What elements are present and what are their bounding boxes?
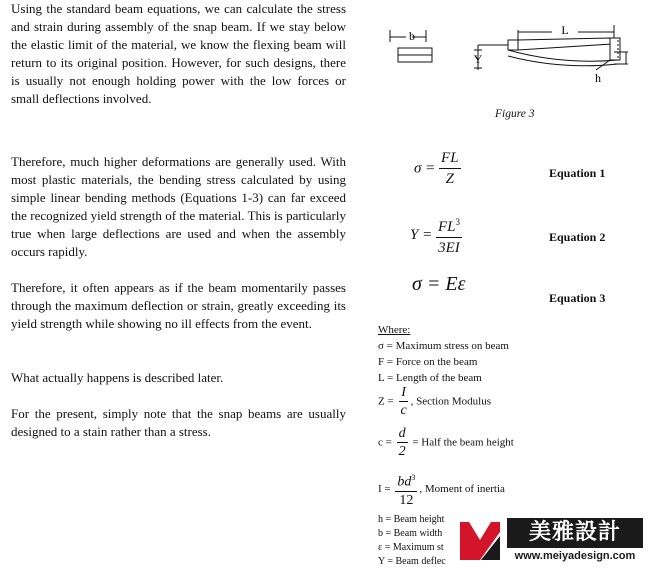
def-i-exponent: 3 (411, 473, 416, 482)
beam-side-view (474, 25, 628, 70)
equation-1 (414, 150, 461, 188)
def-i-fraction (395, 470, 417, 509)
def-z-numerator: I (401, 385, 406, 400)
paragraph-4: What actually happens is described later. (11, 370, 224, 385)
figure-caption: Figure 3 (495, 108, 535, 120)
def-beam-width: b = Beam width (378, 528, 443, 539)
equation-2-label: Equation 2 (549, 230, 606, 244)
def-c-denominator: 2 (398, 444, 406, 459)
def-z-fraction (398, 385, 408, 419)
label-h: h (595, 71, 601, 85)
logo-m-icon (457, 518, 503, 564)
equation-2 (410, 214, 462, 257)
equation-2-numerator-text: FL (437, 219, 456, 235)
equation-1-denominator: Z (445, 171, 454, 187)
definitions-heading: Where: (378, 324, 411, 336)
label-b: b (409, 29, 415, 43)
def-section-modulus (378, 385, 491, 419)
def-i-denominator: 12 (399, 492, 414, 508)
def-half-height (378, 426, 514, 460)
def-force: F = Force on the beam (378, 356, 478, 368)
equation-2-lhs: Y = (410, 226, 433, 243)
equation-3: σ = Eε (412, 273, 466, 295)
def-beam-deflection: Y = Beam deflec (378, 556, 446, 567)
def-sigma: σ = Maximum stress on beam (378, 340, 509, 352)
equation-3-label: Equation 3 (549, 291, 606, 305)
def-i-numerator (395, 470, 417, 492)
paragraph-2: Therefore, much higher deformations are generally used. With most plastic materials, the bending stress calculated by using simple linear bending methods (Equations 1-3) can far exceed the recognized yield strength of the material. This is particularly true when large deflections are used and when the assembly occurs rapidly. (11, 154, 346, 259)
def-i-lhs: I = (378, 482, 391, 495)
logo-brand-text: 美雅設計 (507, 518, 643, 548)
def-z-lhs: Z = (378, 395, 394, 408)
def-z-denominator: c (400, 403, 407, 418)
equation-2-numerator (436, 214, 462, 238)
def-i-text: , Moment of inertia (419, 482, 505, 495)
def-z-text: , Section Modulus (410, 395, 492, 408)
equation-2-exponent: 3 (455, 217, 460, 227)
equation-1-lhs: σ = (414, 160, 436, 177)
def-c-lhs: c = (378, 436, 392, 449)
logo-url: www.meiyadesign.com (514, 550, 636, 562)
def-i-numerator-text: bd (397, 474, 412, 490)
equation-1-numerator: FL (439, 150, 461, 169)
equation-2-denominator: 3EI (438, 240, 460, 256)
watermark-logo (455, 516, 645, 568)
def-moment-of-inertia (378, 470, 505, 509)
def-c-fraction (397, 426, 408, 460)
paragraph-5: For the present, simply note that the snap beams are usually designed to a stain rather than a stress. (11, 406, 346, 439)
def-beam-height: h = Beam height (378, 514, 445, 525)
equation-1-label: Equation 1 (549, 166, 606, 180)
label-Y: Y (473, 52, 483, 66)
paragraph-1: Using the standard beam equations, we can calculate the stress and strain during assembly of the snap beam. If we stay below the elastic limit of the material, we know the flexing beam will return to its original position. However, for such designs, there is usually not enough holding power with the low forces or small deflections involved. (11, 1, 346, 106)
equation-1-fraction (439, 150, 461, 188)
def-c-numerator: d (398, 426, 406, 441)
equation-2-fraction (436, 214, 462, 257)
paragraph-3: Therefore, it often appears as if the beam momentarily passes through the maximum deflection or strain, greatly exceeding its yield strength while showing no ill effects from the event. (11, 280, 346, 331)
snap-beam-figure (382, 20, 632, 100)
def-max-strain: ε = Maximum st (378, 542, 444, 553)
def-c-text: = Half the beam height (412, 436, 514, 449)
label-L: L (561, 23, 569, 37)
def-length: L = Length of the beam (378, 372, 482, 384)
